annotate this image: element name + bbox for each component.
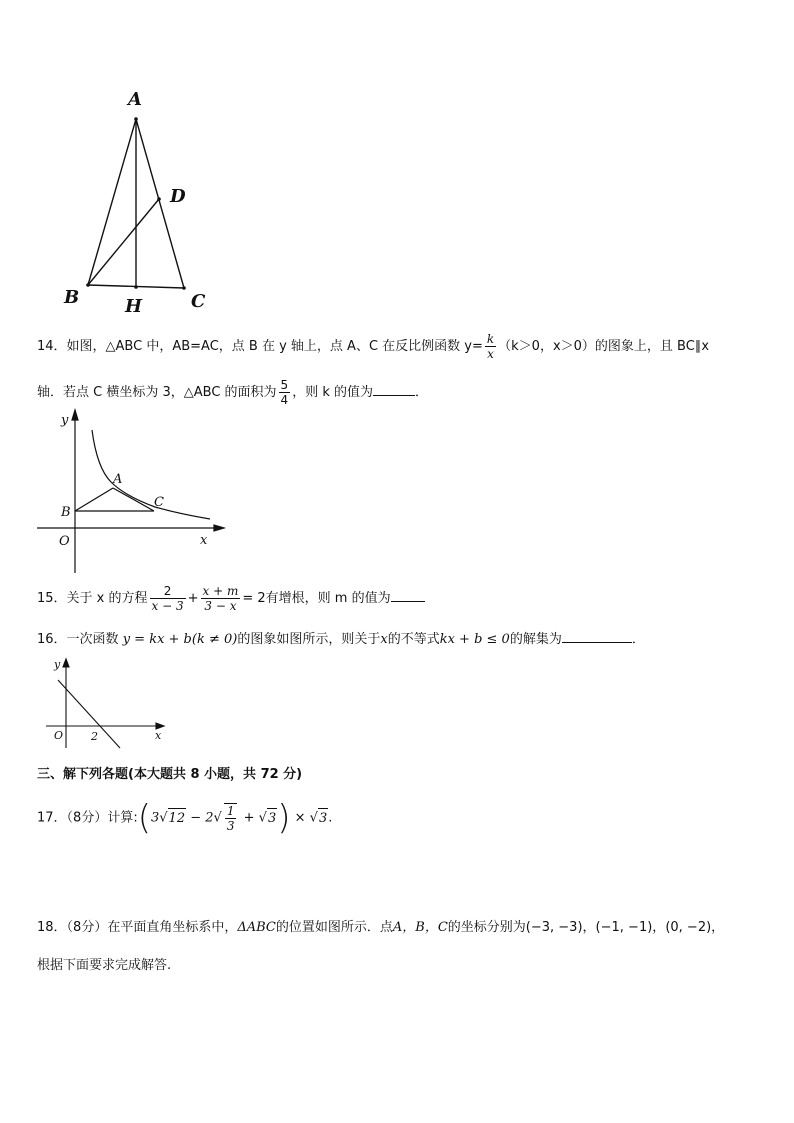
q16-end: ．: [631, 632, 645, 647]
q17-sqrt-12: 12: [168, 808, 187, 829]
q18-sep-3: ，: [711, 920, 725, 935]
q16-answer-blank[interactable]: [562, 628, 632, 643]
q16-var: x: [380, 632, 388, 647]
q17-end: .: [328, 810, 333, 826]
q17-sqrt-3b: 3: [318, 808, 328, 829]
question-18-line1: [37, 918, 724, 938]
q15-f1-den: x − 3: [151, 599, 184, 613]
label-b: B: [64, 287, 80, 308]
q17-r2-num: 1: [226, 804, 235, 818]
q15-plus: +: [187, 591, 199, 606]
question-17: 17．（8分）计算:(3√12 − 2√ $\frac{1}{3}$ + √3) × √3.: [37, 798, 333, 838]
q14-line2-prefix: 轴．若点 C 横坐标为 3，△ABC 的面积为: [37, 385, 277, 400]
question-16: [37, 628, 645, 650]
function-line: [58, 680, 120, 748]
q14-frac-den: x: [487, 347, 494, 361]
q14-frac-num: k: [486, 332, 495, 346]
question-18-line2: 根据下面要求完成解答.: [37, 958, 172, 973]
q18-coord-b: (−1, −1): [595, 920, 653, 935]
question-14-line1: [37, 332, 709, 361]
label-o: O: [54, 729, 64, 742]
q18-sep-1: ，: [582, 920, 596, 935]
segment-ac: [113, 488, 154, 511]
q14-area-den: 4: [280, 393, 289, 407]
label-x: x: [155, 729, 162, 742]
q17-r2-den: 3: [226, 819, 235, 833]
q14-text-suffix: （k＞0，x＞0）的图象上，且 BC∥x: [498, 339, 710, 354]
q15-prefix: 15．关于 x 的方程: [37, 591, 148, 606]
q17-left-paren: (: [137, 798, 151, 838]
linear-function-figure: [40, 656, 175, 751]
label-d: D: [170, 186, 186, 207]
q18-points: A，B，C: [392, 920, 448, 935]
segment-bd: [88, 199, 159, 285]
q18-mid2: 的坐标分别为: [447, 920, 526, 935]
q17-times: ×: [290, 810, 310, 826]
q16-mid2: 的不等式: [387, 632, 440, 647]
label-c: C: [191, 291, 206, 312]
q14-text-prefix: 14．如图，△ABC 中，AB=AC，点 B 在 y 轴上，点 A、C 在反比例函数 y=: [37, 339, 483, 354]
q14-line2-suffix: ，则 k 的值为: [292, 385, 373, 400]
label-y: y: [61, 413, 69, 428]
triangle-abc-figure: [55, 85, 225, 315]
q14-area-fraction: [279, 378, 291, 407]
q18-sep-2: ，: [652, 920, 666, 935]
q18-mid: 的位置如图所示．点: [275, 920, 393, 935]
q15-eq: = 2: [242, 591, 266, 606]
q17-minus-2: − 2: [186, 810, 214, 826]
y-axis-arrow: [72, 410, 78, 420]
q17-right-paren: ): [277, 798, 291, 838]
label-b: B: [61, 505, 71, 520]
x-axis-arrow: [214, 525, 224, 531]
side-ab: [88, 119, 136, 285]
y-axis-arrow: [63, 659, 69, 667]
q15-f2-num: x + m: [202, 584, 239, 598]
q17-prefix: 17．（8分）计算:: [37, 810, 138, 826]
hyperbola-figure: [35, 408, 230, 576]
q15-f1-num: 2: [150, 584, 186, 599]
label-a: A: [128, 89, 142, 110]
q14-answer-blank[interactable]: [373, 381, 415, 396]
q15-f2-den: 3 − x: [204, 599, 237, 613]
label-x: x: [200, 533, 208, 548]
q15-answer-blank[interactable]: [391, 587, 425, 602]
label-h: H: [125, 296, 143, 315]
section-3-title: 三、解下列各题(本大题共 8 小题，共 72 分): [37, 767, 303, 782]
q17-sqrt-3a: 3: [267, 808, 277, 829]
label-a: A: [113, 472, 123, 487]
q17-coef-3: 3: [150, 810, 160, 826]
q18-coord-a: (−3, −3): [525, 920, 583, 935]
q16-prefix: 16．一次函数: [37, 632, 119, 647]
q18-coord-c: (0, −2): [665, 920, 712, 935]
q16-function: y = kx + b(k ≠ 0): [122, 632, 238, 647]
q14-fraction-k-over-x: [485, 332, 496, 361]
q15-suffix: 有增根，则 m 的值为: [265, 591, 391, 606]
question-14-line2: [37, 378, 428, 407]
segment-ba: [75, 488, 113, 511]
q16-inequality: kx + b ≤ 0: [439, 632, 510, 647]
label-2: 2: [91, 730, 98, 743]
q17-plus: +: [239, 810, 259, 826]
label-c: C: [154, 495, 164, 510]
label-y: y: [54, 658, 61, 671]
label-o: O: [59, 534, 70, 549]
q15-fraction-2: [201, 584, 241, 613]
q16-mid: 的图象如图所示，则关于: [237, 632, 381, 647]
question-15: [37, 584, 425, 613]
q18-triangle: ΔABC: [237, 920, 276, 935]
q17-sqrt-one-third: [224, 803, 238, 833]
q15-fraction-1: [150, 584, 186, 613]
q14-end: ．: [414, 385, 428, 400]
q18-prefix: 18．（8分）在平面直角坐标系中，: [37, 920, 238, 935]
q16-suffix: 的解集为: [509, 632, 562, 647]
hyperbola-curve: [92, 430, 210, 519]
q14-area-num: 5: [280, 378, 289, 392]
